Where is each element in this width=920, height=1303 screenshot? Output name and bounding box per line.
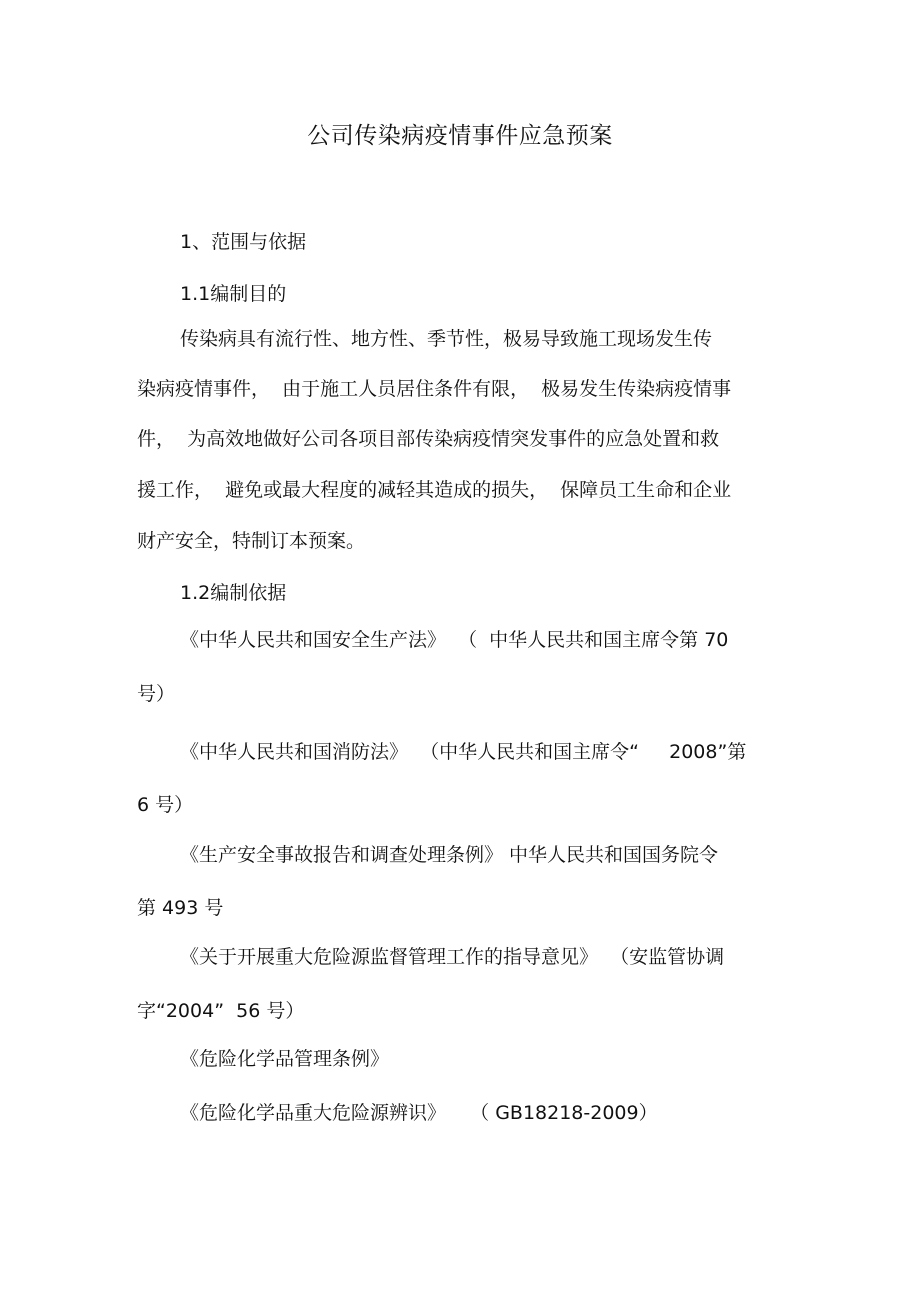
subsection-heading-1-1: 1.1编制目的	[180, 283, 287, 305]
document-title: 公司传染病疫情事件应急预案	[307, 123, 613, 149]
reference-line: 《生产安全事故报告和调查处理条例》 中华人民共和国国务院令	[180, 844, 719, 866]
paragraph-line: 件， 为高效地做好公司各项目部传染病疫情突发事件的应急处置和救	[137, 428, 720, 450]
reference-line: 字“2004” 56 号）	[137, 1000, 305, 1022]
reference-line: 号）	[137, 683, 176, 705]
reference-line: 《危险化学品管理条例》	[180, 1048, 390, 1070]
reference-line: 《危险化学品重大危险源辨识》 （ GB18218-2009）	[180, 1102, 658, 1124]
paragraph-line: 传染病具有流行性、地方性、季节性，极易导致施工现场发生传	[180, 328, 713, 350]
subsection-heading-1-2: 1.2编制依据	[180, 582, 287, 604]
paragraph-line: 财产安全，特制订本预案。	[137, 530, 366, 552]
paragraph-line: 染病疫情事件， 由于施工人员居住条件有限， 极易发生传染病疫情事	[137, 378, 732, 400]
reference-line: 6 号）	[137, 794, 194, 816]
reference-line: 《中华人民共和国安全生产法》 （ 中华人民共和国主席令第 70	[180, 629, 729, 651]
section-heading-1: 1、范围与依据	[180, 231, 307, 253]
reference-line: 《关于开展重大危险源监督管理工作的指导意见》 （安监管协调	[180, 946, 725, 968]
paragraph-line: 援工作， 避免或最大程度的减轻其造成的损失， 保障员工生命和企业	[137, 479, 732, 501]
reference-line: 第 493 号	[137, 897, 224, 919]
reference-line: 《中华人民共和国消防法》 （中华人民共和国主席令“ 2008”第	[180, 741, 747, 763]
